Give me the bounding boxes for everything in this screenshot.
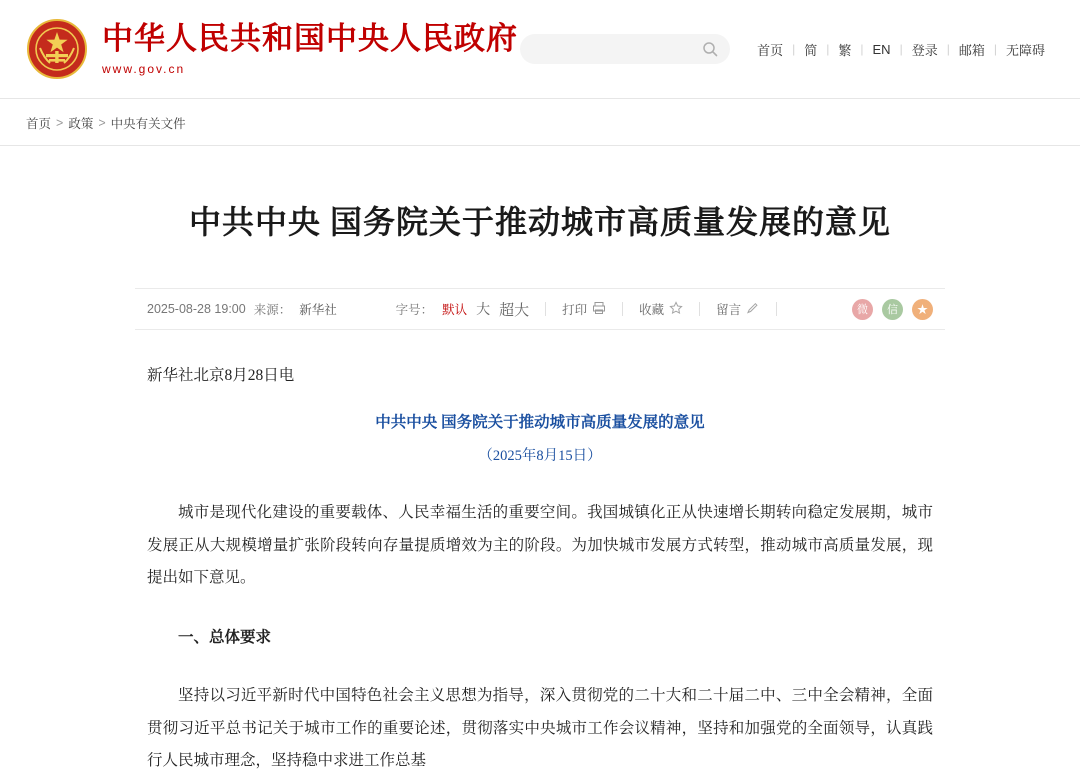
meta-divider [699, 302, 700, 316]
meta-divider [622, 302, 623, 316]
header-right [520, 34, 1054, 64]
search-box[interactable] [520, 34, 730, 64]
print-button[interactable] [562, 300, 606, 318]
nav-separator: | [826, 42, 830, 56]
section-heading: 一、总体要求 [178, 629, 272, 647]
article [135, 146, 945, 778]
site-header [0, 0, 1080, 98]
publish-datetime: 2025-08-28 19:00 [147, 302, 246, 317]
nav-link-login[interactable]: 登录 [911, 42, 938, 58]
source-label: 来源： [253, 303, 292, 318]
meta-divider [776, 302, 777, 316]
favorite-button[interactable] [639, 300, 683, 318]
weibo-share-icon[interactable]: 微 [852, 299, 873, 320]
article-body [135, 330, 945, 778]
search-icon[interactable] [702, 41, 718, 57]
article-meta-bar [135, 288, 945, 330]
fontsize-control [396, 299, 530, 320]
site-brand[interactable] [102, 22, 518, 75]
site-domain: www.gov.cn [102, 61, 186, 76]
nav-link-simplified[interactable]: 简 [804, 42, 818, 58]
printer-icon [592, 301, 606, 318]
fontsize-option-extra-large[interactable]: 超大 [499, 301, 530, 319]
dateline: 新华社北京8月28日电 [147, 367, 295, 385]
nav-link-mail[interactable]: 邮箱 [958, 42, 985, 58]
nav-separator: | [860, 42, 864, 56]
nav-separator: | [993, 42, 997, 56]
top-nav-links [748, 40, 1054, 59]
breadcrumb-item-home[interactable]: 首页 [26, 117, 52, 131]
breadcrumb-item-central-documents[interactable]: 中央有关文件 [110, 117, 186, 131]
pencil-icon [746, 301, 760, 318]
nav-separator: | [899, 42, 903, 56]
fontsize-label: 字号： [395, 303, 434, 318]
print-label: 打印 [562, 303, 588, 318]
nav-link-english[interactable]: EN [872, 41, 891, 57]
nav-separator: | [946, 42, 950, 56]
meta-divider [545, 302, 546, 316]
breadcrumb-item-policy[interactable]: 政策 [68, 117, 94, 131]
nav-link-accessibility[interactable]: 无障碍 [1005, 42, 1045, 58]
source-value: 新华社 [299, 303, 337, 318]
document-title: 中共中央 国务院关于推动城市高质量发展的意见 [375, 413, 705, 431]
breadcrumb-separator: > [98, 116, 106, 130]
comment-label: 留言 [716, 303, 742, 318]
national-emblem-icon [26, 18, 88, 80]
nav-link-traditional[interactable]: 繁 [838, 42, 852, 58]
fontsize-option-default[interactable]: 默认 [442, 303, 468, 318]
nav-link-home[interactable]: 首页 [757, 42, 784, 58]
fontsize-option-large[interactable]: 大 [476, 301, 491, 318]
paragraph: 城市是现代化建设的重要载体、人民幸福生活的重要空间。我国城镇化正从快速增长期转向稳定发展期，城市发展正从大规模增量扩张阶段转向存量提质增效为主的阶段。为加快城市发展方式转型，推动城市高质量发展，现提出如下意见。 [147, 504, 933, 587]
favorite-share-icon[interactable]: ★ [912, 299, 933, 320]
breadcrumb-separator: > [56, 116, 64, 130]
meta-center [396, 299, 794, 320]
wechat-share-icon[interactable]: 信 [882, 299, 903, 320]
meta-left [147, 300, 337, 318]
site-title: 中华人民共和国中央人民政府 [102, 21, 518, 57]
share-group [852, 299, 933, 320]
document-date: （2025年8月15日） [478, 448, 602, 465]
breadcrumb [0, 99, 1080, 145]
favorite-label: 收藏 [639, 303, 665, 318]
star-outline-icon [669, 301, 683, 318]
page-title: 中共中央 国务院关于推动城市高质量发展的意见 [188, 204, 891, 241]
paragraph: 坚持以习近平新时代中国特色社会主义思想为指导，深入贯彻党的二十大和二十届二中、三中全会精神，全面贯彻习近平总书记关于城市工作的重要论述，贯彻落实中央城市工作会议精神，坚持和加强党的全面领导，认真践行人民城市理念，坚持稳中求进工作总基 [147, 687, 933, 770]
search-input[interactable] [532, 41, 702, 57]
comment-button[interactable] [716, 300, 760, 318]
nav-separator: | [792, 42, 796, 56]
